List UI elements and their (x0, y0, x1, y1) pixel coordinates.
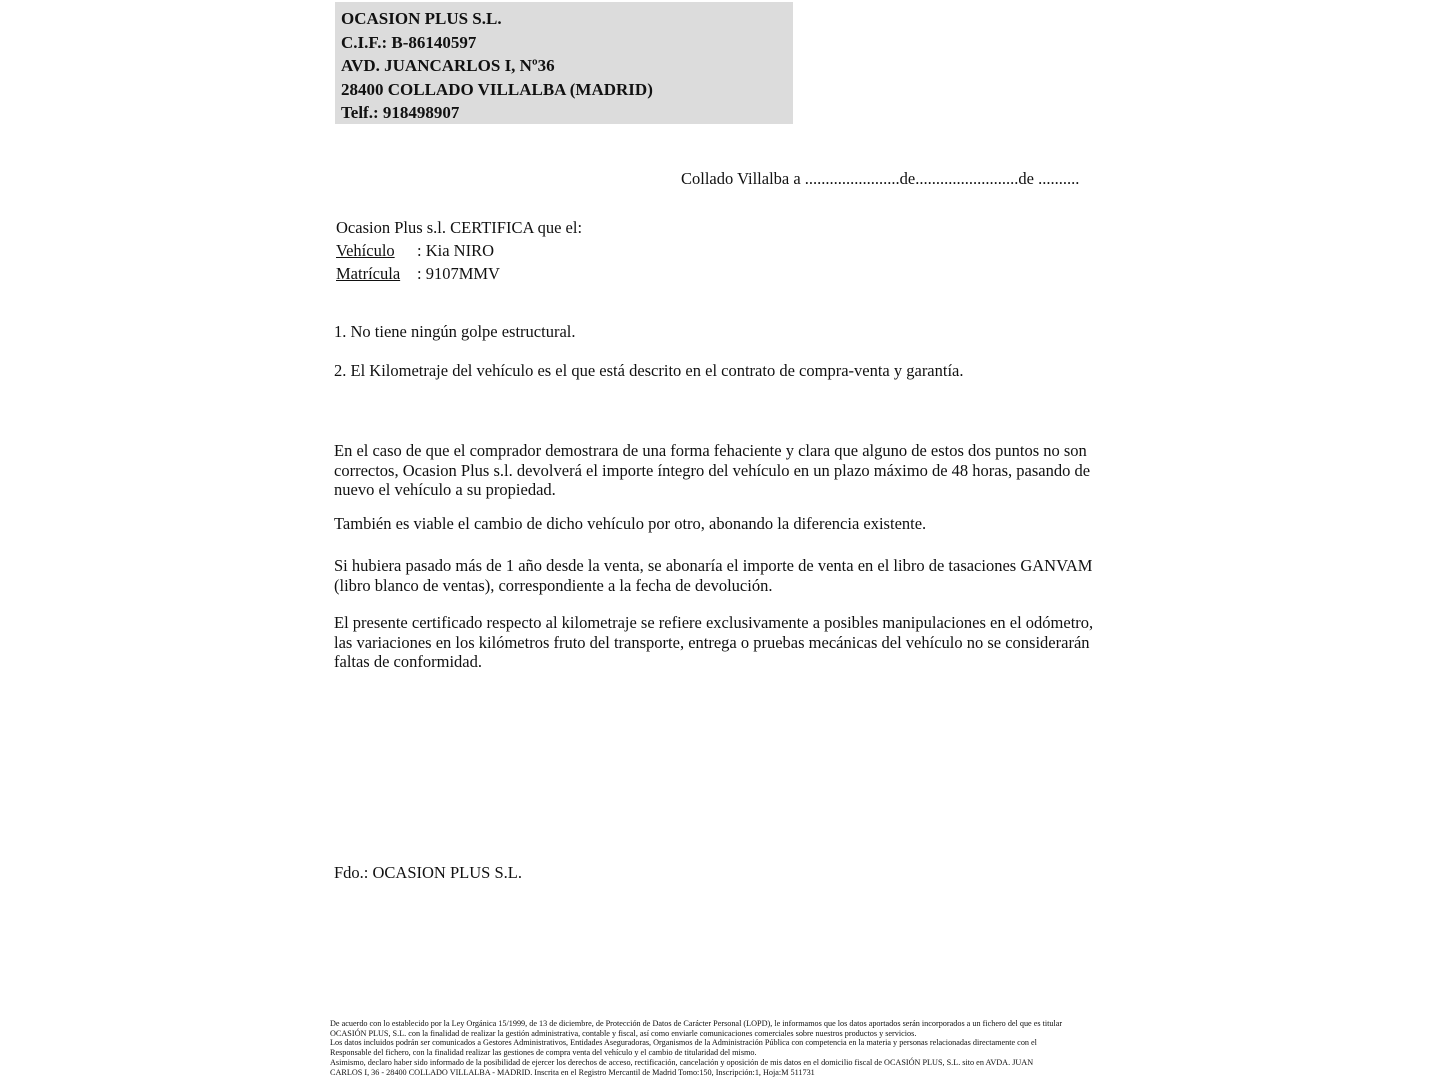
legal-fine-print (330, 1019, 1120, 1077)
legal-line: OCASIÓN PLUS, S.L. con la finalidad de realizar la gestión administrativa, contable y fiscal, así como enviarle comunicaciones comerciales sobre nuestros productos y servicios. (330, 1028, 917, 1038)
legal-line: De acuerdo con lo establecido por la Ley Orgánica 15/1999, de 13 de diciembre, de Protección de Datos de Carácter Personal (LOPD), le informamos que los datos aportados serán incorporados a un fichero del que es titular (330, 1019, 1063, 1028)
company-city: 28400 COLLADO VILLALBA (MADRID) (341, 79, 653, 99)
paragraph-refund: En el caso de que el comprador demostrara de una forma fehaciente y clara que alguno de estos dos puntos no son correctos, Ocasion Plus s.l. devolverá el importe íntegro del vehículo en un plazo máximo de 48 horas, pasando de nuevo el vehículo a su propiedad. (334, 441, 1091, 499)
plate-row (336, 262, 582, 285)
legal-line: Asimismo, declaro haber sido informado de la posibilidad de ejercer los derechos de acceso, rectificación, cancelación y oposición de mis datos en el domicilio fiscal de OCASIÓN PLUS, S.L. sito en AVDA. JUAN (330, 1057, 1034, 1067)
certify-intro: Ocasion Plus s.l. CERTIFICA que el: (336, 218, 583, 237)
company-address: AVD. JUANCARLOS I, Nº36 (341, 56, 555, 75)
company-header-box (335, 2, 793, 124)
paragraph-odometer: El presente certificado respecto al kilometraje se refiere exclusivamente a posibles manipulaciones en el odómetro, las variaciones en los kilómetros fruto del transporte, entrega o pruebas mecánicas del vehículo no se considerarán faltas de conformidad. (334, 613, 1094, 671)
company-cif: C.I.F.: B-86140597 (341, 32, 477, 52)
legal-line: Los datos incluidos podrán ser comunicados a Gestores Administrativos, Entidades Aseguradoras, Organismos de la Administración Pública con competencia en la materia y personas relacionadas directamente con el (330, 1038, 1037, 1048)
plate-value: : 9107MMV (417, 264, 500, 283)
condition-point-1: 1. No tiene ningún golpe estructural. (334, 322, 576, 341)
date-blank-line: Collado Villalba a .......................de.........................de .......... (681, 169, 1080, 188)
plate-label: Matrícula (336, 264, 401, 283)
company-name: OCASION PLUS S.L. (341, 9, 502, 28)
vehicle-row (336, 239, 582, 262)
vehicle-label: Vehículo (336, 241, 395, 260)
condition-point-2: 2. El Kilometraje del vehículo es el que está descrito en el contrato de compra-venta y garantía. (334, 361, 964, 380)
paragraph-ganvam: Si hubiera pasado más de 1 año desde la venta, se abonaría el importe de venta en el libro de tasaciones GANVAM (libro blanco de ventas), correspondiente a la fecha de devolución. (334, 556, 1093, 595)
vehicle-value: : Kia NIRO (417, 241, 494, 260)
paragraph-exchange: También es viable el cambio de dicho vehículo por otro, abonando la diferencia existente. (334, 514, 927, 533)
legal-line: CARLOS I, 36 - 28400 COLLADO VILLALBA - MADRID. Inscrita en el Registro Mercantil de Madrid Tomo:150, Inscripción:1, Hoja:M 511731 (330, 1067, 815, 1077)
signature-line: Fdo.: OCASION PLUS S.L. (334, 863, 522, 882)
legal-line: Responsable del fichero, con la finalidad realizar las gestiones de compra venta del vehículo y el cambio de titularidad del mismo. (330, 1048, 757, 1058)
company-phone: Telf.: 918498907 (341, 103, 460, 122)
certification-block (336, 216, 582, 285)
